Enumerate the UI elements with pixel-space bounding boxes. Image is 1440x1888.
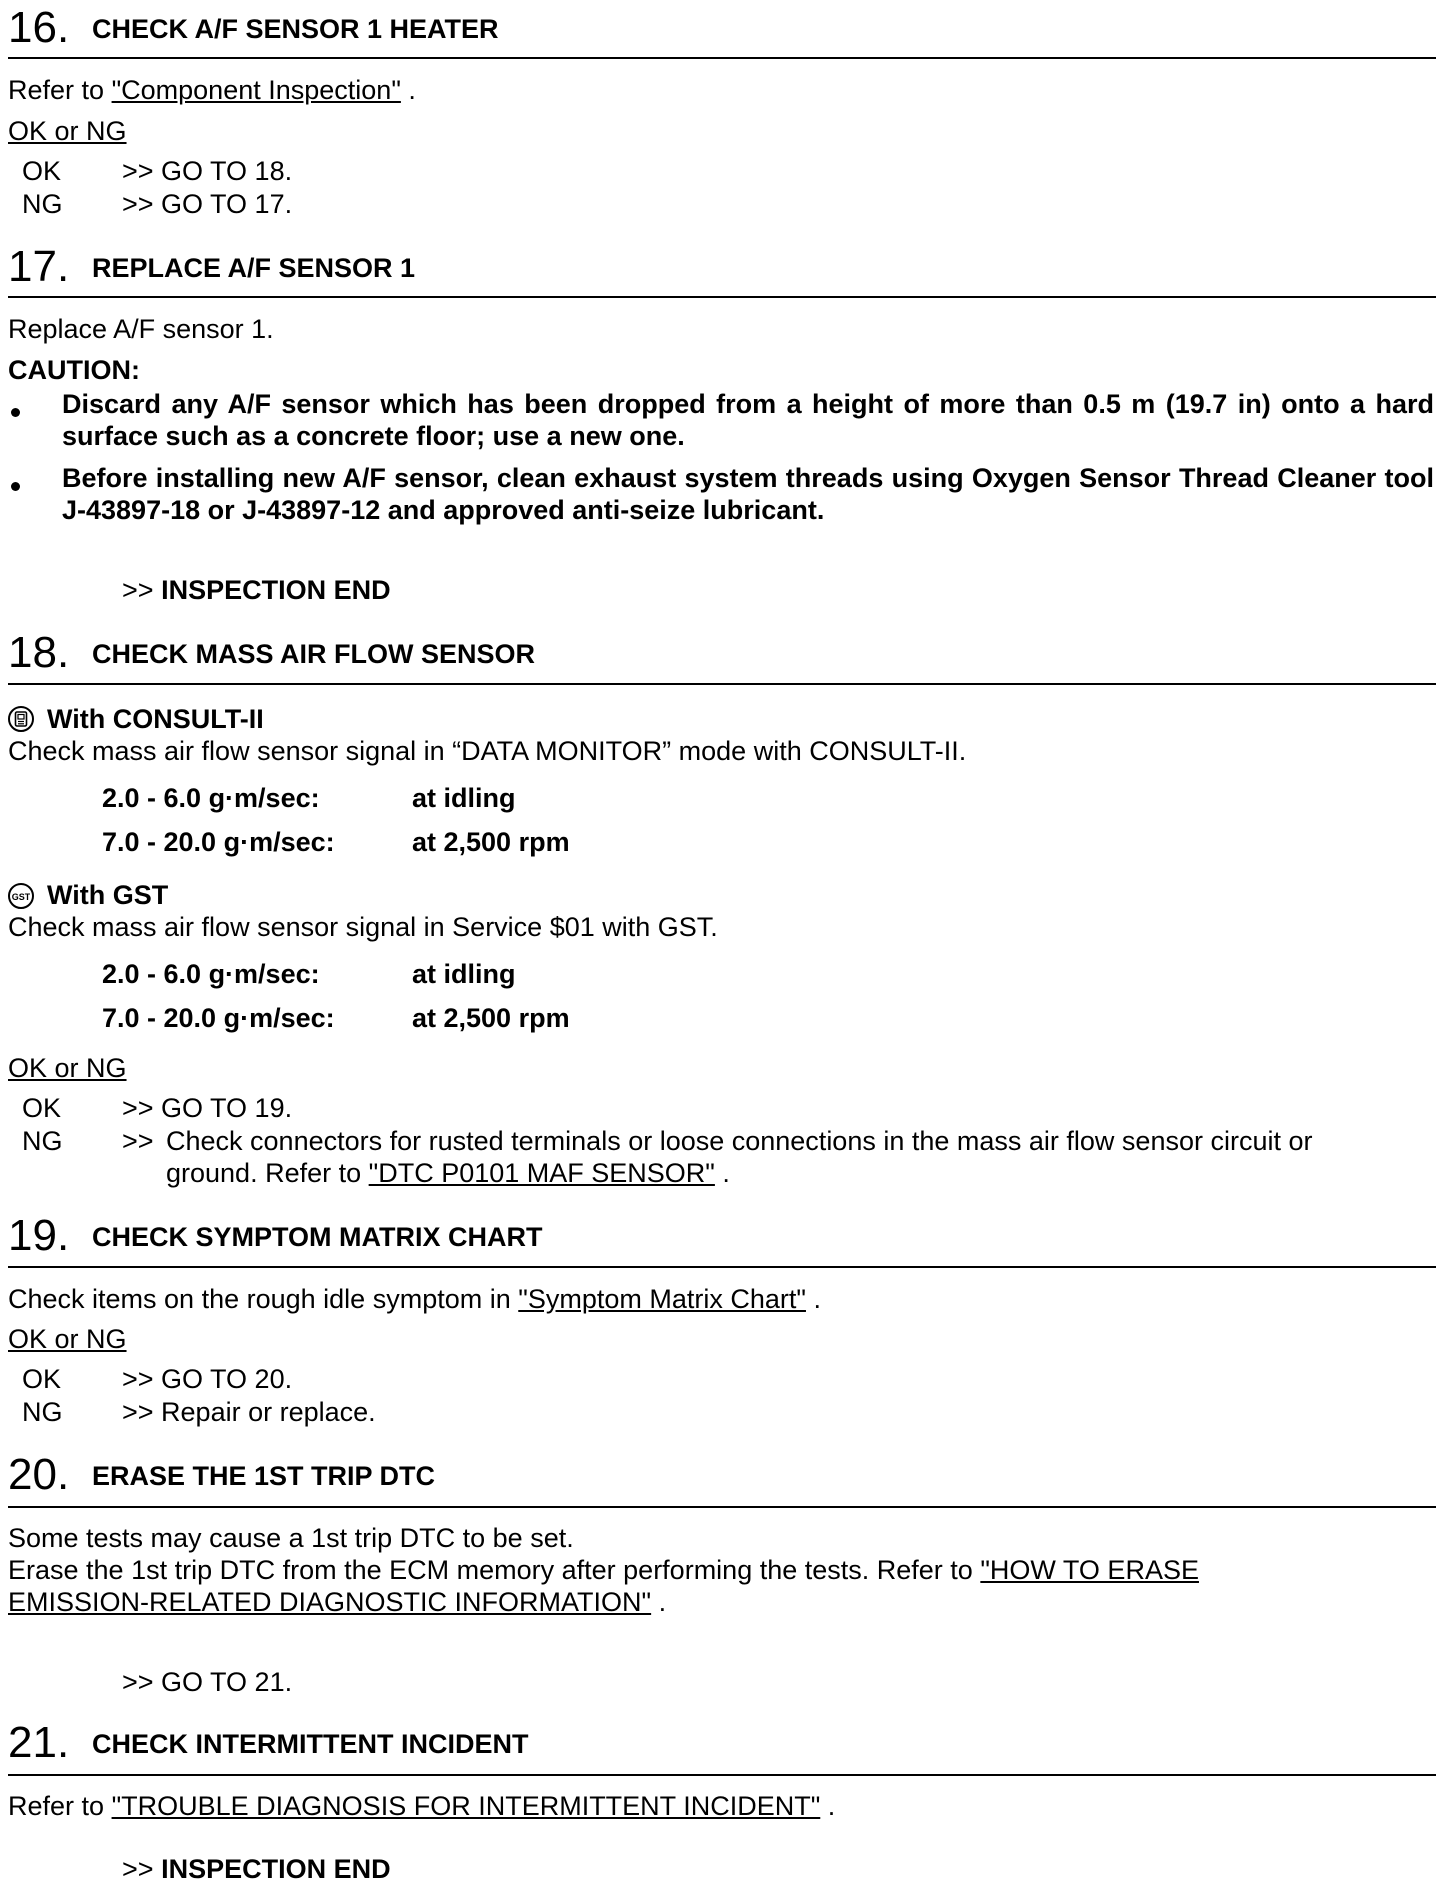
gst-spec-1-condition: at idling <box>412 959 516 989</box>
consult-spec-1-value: 2.0 - 6.0 g·m/sec: <box>102 783 320 813</box>
dtc-p0101-maf-sensor-link[interactable]: "DTC P0101 MAF SENSOR" <box>368 1158 715 1188</box>
step-19-title: CHECK SYMPTOM MATRIX CHART <box>92 1222 543 1252</box>
erase-dtc-info-link-part-2[interactable]: EMISSION-RELATED DIAGNOSTIC INFORMATION" <box>8 1587 652 1617</box>
step-16-ok-label: OK <box>22 156 62 186</box>
step-20-line-1: Some tests may cause a 1st trip DTC to be set. <box>8 1523 574 1553</box>
step-20-goto: >> GO TO 21. <box>122 1667 293 1697</box>
caution-heading: CAUTION: <box>8 355 140 385</box>
arrow-marker: >> <box>122 1854 154 1884</box>
symptom-matrix-chart-link[interactable]: "Symptom Matrix Chart" <box>518 1284 806 1314</box>
step-19-ng-label: NG <box>22 1397 63 1427</box>
consult-heading: With CONSULT-II <box>47 704 264 734</box>
consult-instruction: Check mass air flow sensor signal in “DATA MONITOR” mode with CONSULT-II. <box>8 736 967 766</box>
step-21-divider <box>8 1774 1436 1776</box>
step-16-title: CHECK A/F SENSOR 1 HEATER <box>92 14 499 44</box>
step-21-number: 21. <box>8 1718 70 1767</box>
step-16-divider <box>8 57 1436 59</box>
consult-spec-2-condition: at 2,500 rpm <box>412 827 570 857</box>
step-19-ok-action: >> GO TO 20. <box>122 1364 293 1394</box>
step-21-end <box>122 1853 391 1885</box>
period: . <box>658 1587 667 1617</box>
consult-tool-icon <box>8 706 34 732</box>
caution-bullet-1: Discard any A/F sensor which has been dropped from a height of more than 0.5 m (19.7 in) onto a hard surface such as a concrete floor; use a new one. <box>62 389 1434 451</box>
step-19-ok-label: OK <box>22 1364 62 1394</box>
consult-spec-2-value: 7.0 - 20.0 g·m/sec: <box>102 827 335 857</box>
step-18-number: 18. <box>8 628 70 677</box>
component-inspection-link[interactable]: "Component Inspection" <box>111 75 401 105</box>
step-18-ng-line-2 <box>166 1157 730 1189</box>
gst-instruction: Check mass air flow sensor signal in Service $01 with GST. <box>8 912 718 942</box>
step-18-divider <box>8 683 1436 685</box>
inspection-end-label: INSPECTION END <box>161 575 391 605</box>
period: . <box>722 1158 730 1188</box>
step-16-refer-line <box>8 74 416 106</box>
gst-heading: With GST <box>47 880 169 910</box>
step-18-ok-label: OK <box>22 1093 62 1123</box>
erase-dtc-info-link-part-1[interactable]: "HOW TO ERASE <box>980 1555 1199 1585</box>
refer-text: Refer to <box>8 75 105 105</box>
step-17-divider <box>8 296 1436 298</box>
step-21-title: CHECK INTERMITTENT INCIDENT <box>92 1729 529 1759</box>
step-18-ng-line-1: Check connectors for rusted terminals or loose connections in the mass air flow sensor circuit or <box>166 1126 1313 1156</box>
step-20-title: ERASE THE 1ST TRIP DTC <box>92 1461 436 1491</box>
gst-tool-icon <box>8 883 34 909</box>
step-19-instruction <box>8 1283 821 1315</box>
svg-text:GST: GST <box>12 892 30 902</box>
refer-text: ground. Refer to <box>166 1158 362 1188</box>
step-16-ok-action: >> GO TO 18. <box>122 156 293 186</box>
step-20-divider <box>8 1506 1436 1508</box>
step-18-ok-action: >> GO TO 19. <box>122 1093 293 1123</box>
step-17-end <box>122 574 391 606</box>
step-20-number: 20. <box>8 1450 70 1499</box>
step-18-title: CHECK MASS AIR FLOW SENSOR <box>92 639 536 669</box>
period: . <box>408 75 416 105</box>
step-18-ok-or-ng: OK or NG <box>8 1053 127 1083</box>
step-16-ng-action: >> GO TO 17. <box>122 189 293 219</box>
bullet-dot <box>11 482 20 491</box>
gst-spec-2-value: 7.0 - 20.0 g·m/sec: <box>102 1003 335 1033</box>
step-17-title: REPLACE A/F SENSOR 1 <box>92 253 416 283</box>
inspection-end-label: INSPECTION END <box>161 1854 391 1884</box>
gst-spec-1-value: 2.0 - 6.0 g·m/sec: <box>102 959 320 989</box>
step-19-ng-action: >> Repair or replace. <box>122 1397 376 1427</box>
refer-text: Refer to <box>8 1791 105 1821</box>
step-17-instruction: Replace A/F sensor 1. <box>8 314 274 344</box>
bullet-dot <box>11 408 20 417</box>
step-18-ng-arrow: >> <box>122 1126 154 1156</box>
step-16-number: 16. <box>8 3 70 52</box>
step-19-number: 19. <box>8 1211 70 1260</box>
step-20-line-3 <box>8 1586 666 1618</box>
consult-spec-1-condition: at idling <box>412 783 516 813</box>
instruction-text: Check items on the rough idle symptom in <box>8 1284 511 1314</box>
period: . <box>813 1284 821 1314</box>
step-16-ok-or-ng: OK or NG <box>8 116 127 146</box>
step-17-number: 17. <box>8 242 70 291</box>
step-19-divider <box>8 1266 1436 1268</box>
step-19-ok-or-ng: OK or NG <box>8 1324 127 1354</box>
step-20-line-2 <box>8 1554 1199 1586</box>
step-16-ng-label: NG <box>22 189 63 219</box>
caution-bullet-2: Before installing new A/F sensor, clean exhaust system threads using Oxygen Sensor Thread Cleaner tool J-43897-18 or J-43897-12 and approved anti-seize lubricant. <box>62 463 1434 525</box>
step-21-refer-line <box>8 1790 835 1822</box>
intermittent-incident-link[interactable]: "TROUBLE DIAGNOSIS FOR INTERMITTENT INCIDENT" <box>111 1791 821 1821</box>
gst-spec-2-condition: at 2,500 rpm <box>412 1003 570 1033</box>
arrow-marker: >> <box>122 575 154 605</box>
instruction-text: Erase the 1st trip DTC from the ECM memory after performing the tests. Refer to <box>8 1555 973 1585</box>
period: . <box>827 1791 836 1821</box>
step-18-ng-label: NG <box>22 1126 63 1156</box>
